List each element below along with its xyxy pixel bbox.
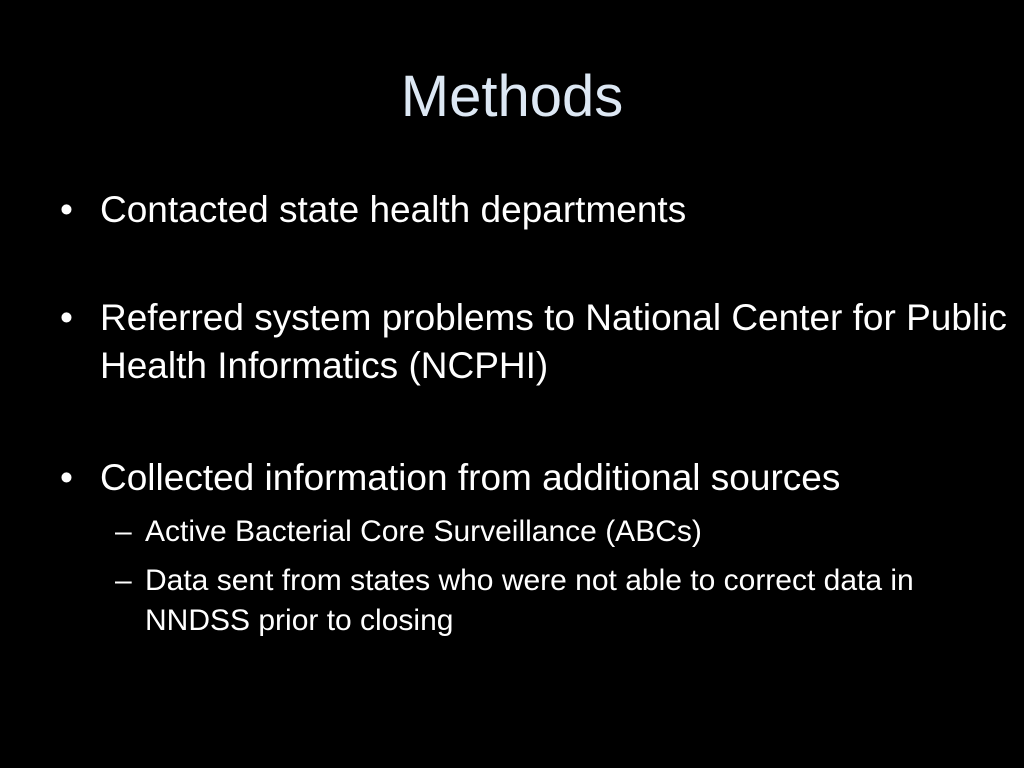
- bullet-marker: •: [60, 297, 73, 338]
- sub-bullet-item-2: [115, 561, 965, 641]
- sub-bullet-text: Data sent from states who were not able to correct data in NNDSS prior to closing: [145, 564, 914, 637]
- slide-title: Methods: [400, 64, 624, 129]
- sub-bullet-text: Active Bacterial Core Surveillance (ABCs): [145, 515, 702, 548]
- sub-bullet-marker: –: [115, 564, 132, 597]
- bullet-item-3: [60, 454, 1020, 502]
- sub-bullet-marker: –: [115, 515, 132, 548]
- bullet-marker: •: [60, 189, 73, 230]
- bullet-marker: •: [60, 457, 73, 498]
- bullet-text: Contacted state health departments: [100, 189, 687, 230]
- bullet-item-2: [60, 294, 1020, 390]
- bullet-item-1: [60, 186, 1020, 234]
- sub-bullet-item-1: [115, 512, 965, 552]
- bullet-text: Referred system problems to National Center for Public Health Informatics (NCPHI): [100, 297, 1007, 386]
- bullet-text: Collected information from additional sources: [100, 457, 841, 498]
